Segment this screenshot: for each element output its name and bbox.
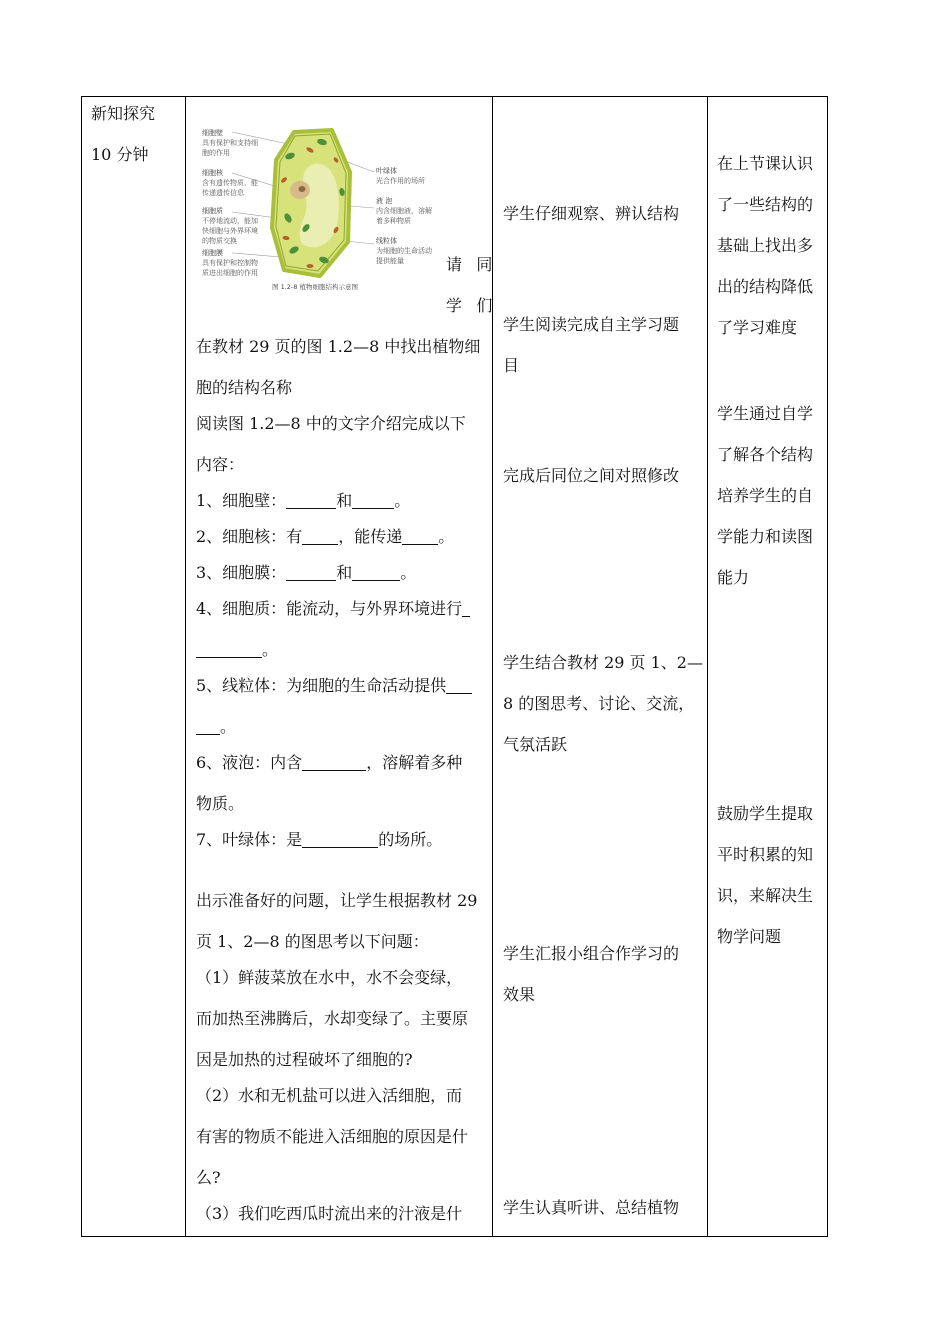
intent-line: 物学问题 (717, 927, 782, 946)
answer-blank[interactable] (286, 490, 336, 509)
fill-item-vacuole (196, 742, 462, 783)
item-text: 。 (394, 491, 411, 510)
question-line: 出示准备好的问题，让学生根据教材 29 (196, 891, 478, 910)
figure-caption: 图 1.2-8 植物细胞结构示意图 (272, 283, 358, 291)
label-cell-wall-desc-2: 胞的作用 (202, 149, 230, 157)
table-border-right (827, 96, 828, 1237)
item-text: 6、液泡：内含 (196, 753, 303, 772)
fill-item-vacuole-cont: 物质。 (196, 794, 245, 813)
teacher-line: 内容： (196, 455, 245, 474)
item-text: 4、细胞质：能流动，与外界环境进行 (196, 599, 463, 618)
label-cytoplasm-desc-3: 的物质交换 (202, 237, 237, 245)
intent-line: 基础上找出多 (717, 236, 814, 255)
intent-line: 培养学生的自 (717, 486, 814, 505)
plant-cell-figure (196, 120, 450, 295)
label-vacuole-desc-2: 着多种物质 (376, 217, 411, 225)
table-divider-3 (707, 96, 708, 1237)
fill-item-cell-wall (196, 480, 410, 521)
label-mitochondria-desc-1: 为细胞的生命活动 (376, 247, 432, 255)
teacher-line: 胞的结构名称 (196, 378, 293, 397)
nucleolus-shape (299, 186, 306, 192)
label-mitochondria-desc-2: 提供能量 (376, 257, 404, 265)
fill-item-mitochondria-cont (196, 706, 236, 747)
intent-line: 了学习难度 (717, 318, 798, 337)
intent-line: 平时积累的知 (717, 845, 814, 864)
label-vacuole: 液 泡 (376, 197, 393, 205)
table-divider-1 (185, 96, 186, 1237)
table-border-left (81, 96, 82, 1237)
table-top-border (81, 96, 828, 97)
item-text: ，溶解着多种 (366, 753, 463, 772)
question-line: （1）鲜菠菜放在水中，水不会变绿， (196, 968, 463, 987)
question-line: 页 1、2—8 的图思考以下问题： (196, 932, 429, 951)
teacher-line: 在教材 29 页的图 1.2—8 中找出植物细 (196, 337, 481, 356)
item-text: ，能传递 (338, 527, 403, 546)
question-line: 因是加热的过程破坏了细胞的? (196, 1050, 413, 1069)
answer-blank[interactable] (196, 716, 220, 735)
intent-line: 学生通过自学 (717, 404, 814, 423)
label-nucleus-desc-1: 含有遗传物质，能 (202, 179, 258, 187)
answer-blank[interactable] (352, 490, 394, 509)
fill-item-chloroplast (196, 819, 442, 860)
answer-blank[interactable] (352, 562, 400, 581)
answer-blank[interactable] (446, 675, 472, 694)
label-chloroplast-desc-1: 光合作用的场所 (376, 177, 425, 185)
label-cytoplasm-desc-2: 快细胞与外界环境 (202, 227, 258, 235)
item-text: 3、细胞膜： (196, 563, 287, 582)
label-cell-membrane-desc-1: 具有保护和控制物 (202, 259, 258, 267)
student-activity: 8 的图思考、讨论、交流， (503, 694, 695, 713)
student-activity: 学生认真听讲、总结植物 (503, 1198, 680, 1217)
item-text: 。 (220, 717, 237, 736)
item-text: 1、细胞壁： (196, 491, 287, 510)
label-cell-wall-desc-1: 具有保护和支持细 (202, 139, 258, 147)
fill-item-cytoplasm (196, 588, 470, 629)
intent-line: 出的结构降低 (717, 277, 814, 296)
intent-line: 了一些结构的 (717, 195, 814, 214)
answer-blank[interactable] (402, 526, 438, 545)
teacher-intro-right-2: 学们 (446, 296, 507, 315)
answer-blank[interactable] (286, 562, 336, 581)
question-line: 有害的物质不能进入活细胞的原因是什 (196, 1127, 469, 1146)
question-line: （3）我们吃西瓜时流出来的汁液是什 (196, 1204, 463, 1223)
fill-item-cytoplasm-cont (196, 629, 278, 670)
fill-item-mitochondria (196, 665, 472, 706)
student-activity: 学生仔细观察、辨认结构 (503, 204, 680, 223)
student-activity: 目 (503, 356, 520, 375)
label-chloroplast: 叶绿体 (376, 167, 397, 175)
answer-blank[interactable] (302, 526, 338, 545)
item-text: 7、叶绿体：是 (196, 830, 303, 849)
student-activity: 学生汇报小组合作学习的 (503, 944, 680, 963)
table-bottom-border (81, 1236, 828, 1237)
label-cell-wall: 细胞壁 (202, 129, 223, 137)
answer-blank[interactable] (302, 829, 378, 848)
teacher-intro-right-1: 请同 (446, 255, 507, 274)
label-cytoplasm: 细胞质 (202, 207, 223, 215)
item-text: 和 (336, 563, 353, 582)
label-cell-membrane: 细胞膜 (202, 249, 223, 257)
item-text: 。 (262, 640, 279, 659)
fill-item-cell-membrane (196, 552, 416, 593)
intent-line: 了解各个结构 (717, 445, 814, 464)
question-line: 而加热至沸腾后，水却变绿了。主要原 (196, 1009, 469, 1028)
label-nucleus: 细胞核 (202, 169, 223, 177)
teacher-line: 阅读图 1.2—8 中的文字介绍完成以下 (196, 414, 466, 433)
item-text: 。 (400, 563, 417, 582)
item-text: 和 (336, 491, 353, 510)
student-activity: 完成后同位之间对照修改 (503, 466, 680, 485)
intent-line: 在上节课认识 (717, 154, 814, 173)
stage-name: 新知探究 (91, 104, 156, 123)
item-text: 。 (438, 527, 455, 546)
intent-line: 鼓励学生提取 (717, 804, 814, 823)
label-nucleus-desc-2: 传递遗传信息 (202, 189, 244, 197)
label-vacuole-desc-1: 内含细胞液，溶解 (376, 207, 432, 215)
student-activity: 学生结合教材 29 页 1、2— (503, 653, 703, 672)
question-line: （2）水和无机盐可以进入活细胞，而 (196, 1086, 463, 1105)
label-cell-membrane-desc-2: 质进出细胞的作用 (202, 269, 258, 277)
intent-line: 学能力和读图 (717, 527, 814, 546)
student-activity: 效果 (503, 985, 536, 1004)
item-text: 5、线粒体：为细胞的生命活动提供 (196, 676, 447, 695)
answer-blank[interactable] (462, 598, 470, 617)
label-cytoplasm-desc-1: 不停地流动，能加 (202, 217, 258, 225)
item-text: 的场所。 (378, 830, 443, 849)
question-line: 么? (196, 1168, 221, 1187)
item-text: 2、细胞核：有 (196, 527, 303, 546)
student-activity: 学生阅读完成自主学习题 (503, 315, 680, 334)
answer-blank[interactable] (196, 639, 262, 658)
intent-line: 识，来解决生 (717, 886, 814, 905)
intent-line: 能力 (717, 568, 750, 587)
label-mitochondria: 线粒体 (376, 237, 397, 245)
fill-item-nucleus (196, 516, 454, 557)
student-activity: 气氛活跃 (503, 735, 568, 754)
answer-blank[interactable] (302, 752, 366, 771)
stage-duration: 10 分钟 (91, 145, 149, 164)
